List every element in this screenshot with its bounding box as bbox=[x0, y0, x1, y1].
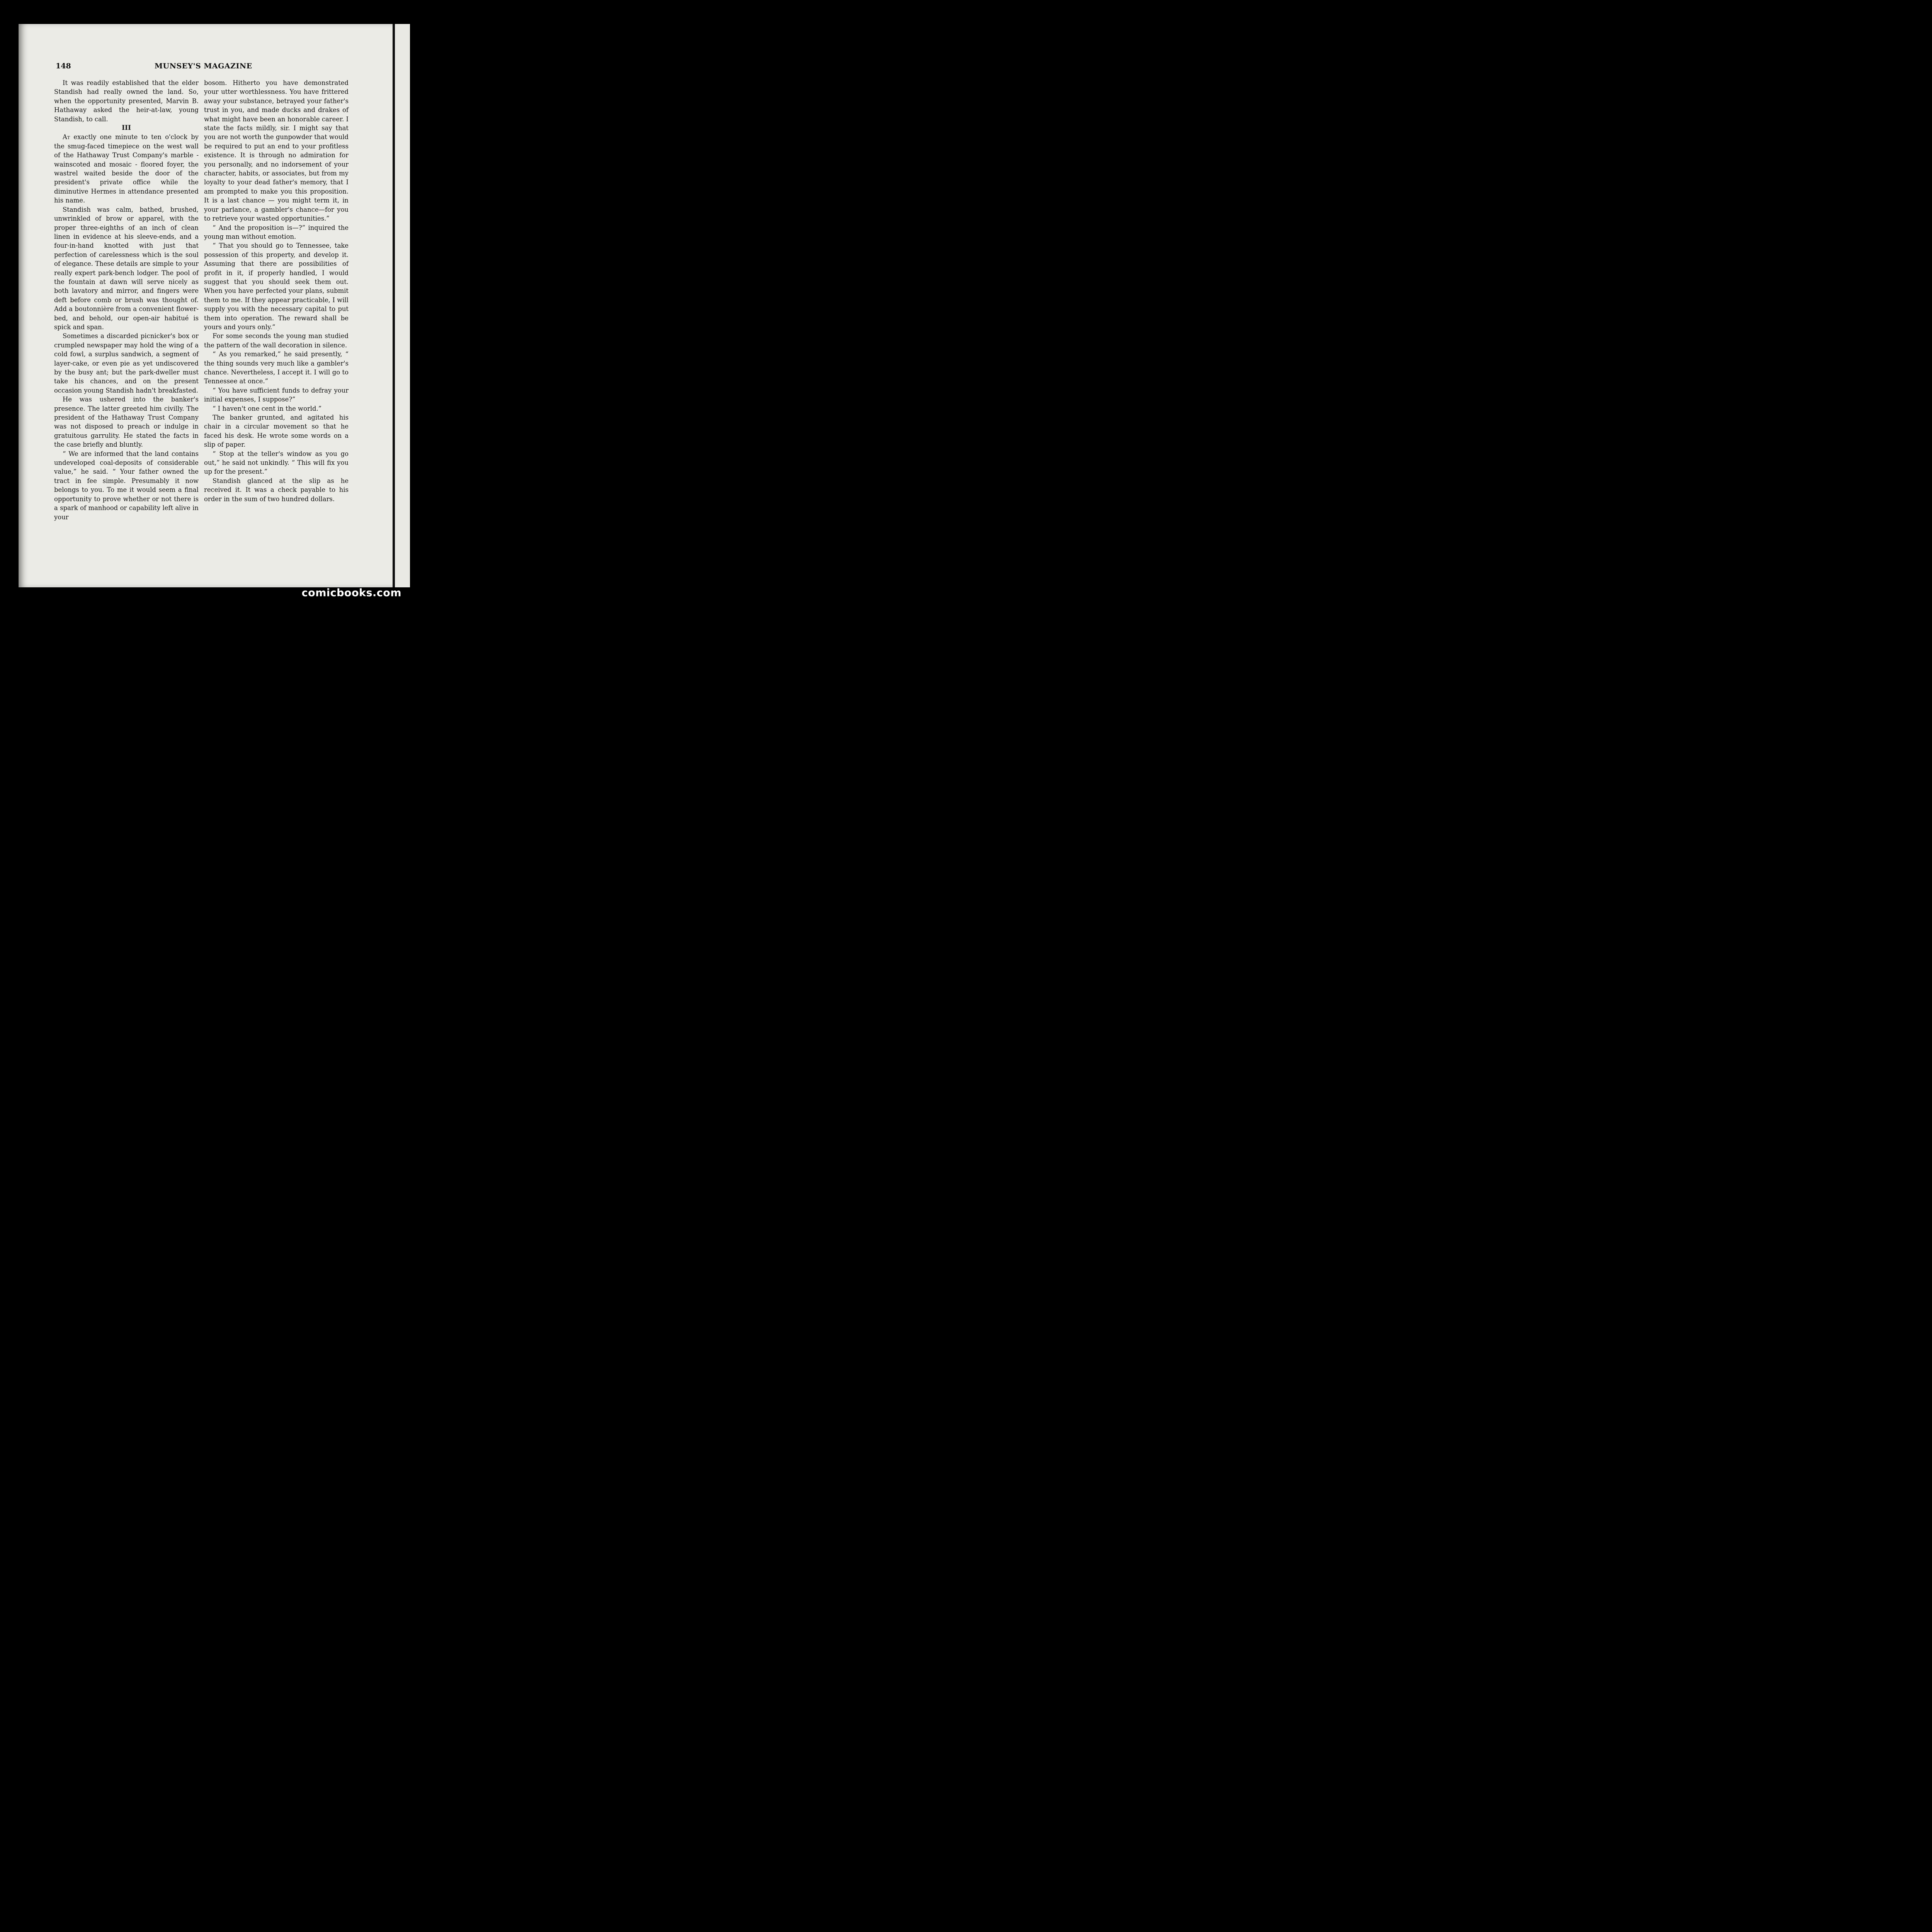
drop-cap-word: At bbox=[63, 133, 70, 141]
paragraph: He was ushered into the banker's presence. The latter greeted him civilly. The president of the Hathaway Trust Company was not disposed to preach or indulge in gratuitous garrulity. He stated the facts in the case briefly and bluntly. bbox=[54, 396, 199, 449]
paragraph: “ As you remarked,” he said presently, “ the thing sounds very much like a gambler's chance. Nevertheless, I accept it. I will go to Tennessee at once.” bbox=[204, 350, 349, 385]
facing-page-edge bbox=[395, 24, 410, 587]
paragraph: For some seconds the young man studied the pattern of the wall decoration in silence. bbox=[204, 332, 349, 349]
paragraph: “ And the proposition is—?” inquired the young man without emotion. bbox=[204, 224, 349, 240]
paragraph: “ You have sufficient funds to defray your initial expenses, I suppose?” bbox=[204, 386, 349, 403]
paragraph: Sometimes a discarded picnicker's box or crumpled newspaper may hold the wing of a cold fowl, a surplus sandwich, a segment of layer-cake, or even pie as yet undiscovered by the busy ant; but the park-dweller must take his chances, and on the present occasion young Standish hadn't breakfasted. bbox=[54, 332, 199, 394]
paragraph-text: exactly one minute to ten o'clock by the smug-faced timepiece on the west wall of the Hathaway Trust Company's marble - wainscoted and mosaic - floored foyer, the wastrel waited beside the door of the president's private office while the diminutive Hermes in attendance presented his name. bbox=[54, 133, 199, 204]
paragraph: “ That you should go to Tennessee, take possession of this property, and develop it. Assuming that there are possibilities of profit in it, if properly handled, I would suggest that you should seek them out. When you have perfected your plans, submit them to me. If they appear practicable, I will supply you with the necessary capital to put them into operation. The reward shall be yours and yours only.” bbox=[204, 242, 349, 331]
paragraph bbox=[54, 133, 199, 205]
right-column bbox=[204, 78, 349, 503]
paragraph: Standish glanced at the slip as he received it. It was a check payable to his order in the sum of two hundred dollars. bbox=[204, 477, 349, 503]
watermark: comicbooks.com bbox=[301, 587, 401, 599]
page-number: 148 bbox=[56, 62, 71, 70]
paragraph: “ I haven't one cent in the world.” bbox=[213, 405, 322, 412]
paragraph: The banker grunted, and agitated his chair in a circular movement so that he faced his desk. He wrote some words on a slip of paper. bbox=[204, 414, 349, 449]
paragraph: bosom. Hitherto you have demonstrated your utter worthlessness. You have frittered away your substance, betrayed your father's trust in you, and made ducks and drakes of what might have been an honorable career. I state the facts mildly, sir. I might say that you are not worth the gunpowder that would be required to put an end to your profitless existence. It is through no admiration for you personally, and no indorsement of your character, habits, or associates, but from my loyalty to your dead father's memory, that I am prompted to make you this proposition. It is a last chance — you might term it, in your parlance, a gambler's chance—for you to retrieve your wasted opportunities.” bbox=[204, 79, 349, 223]
paragraph: “ We are informed that the land contains undeveloped coal-deposits of considerable value,” he said. “ Your father owned the tract in fee simple. Presumably it now belongs to you. To me it would seem a final opportunity to prove whether or not there is a spark of manhood or capability left alive in your bbox=[54, 450, 199, 521]
paragraph: Standish was calm, bathed, brushed, unwrinkled of brow or apparel, with the proper three-eighths of an inch of clean linen in evidence at his sleeve-ends, and a four-in-hand knotted with just that perfection of carelessness which is the soul of elegance. These details are simple to your really expert park-bench lodger. The pool of the fountain at dawn will serve nicely as both lavatory and mirror, and fingers were deft before comb or brush was thought of. Add a boutonnière from a convenient flower-bed, and behold, our open-air habitué is spick and span. bbox=[54, 206, 199, 331]
left-column bbox=[54, 78, 199, 522]
paragraph: It was readily established that the elder Standish had really owned the land. So, when the opportunity presented, Marvin B. Hathaway asked the heir-at-law, young Standish, to call. bbox=[54, 79, 199, 123]
section-number: III bbox=[122, 124, 131, 132]
paragraph: “ Stop at the teller's window as you go out,” he said not unkindly. “ This will fix you up for the present.” bbox=[204, 450, 349, 476]
running-head: MUNSEY'S MAGAZINE bbox=[155, 62, 252, 70]
